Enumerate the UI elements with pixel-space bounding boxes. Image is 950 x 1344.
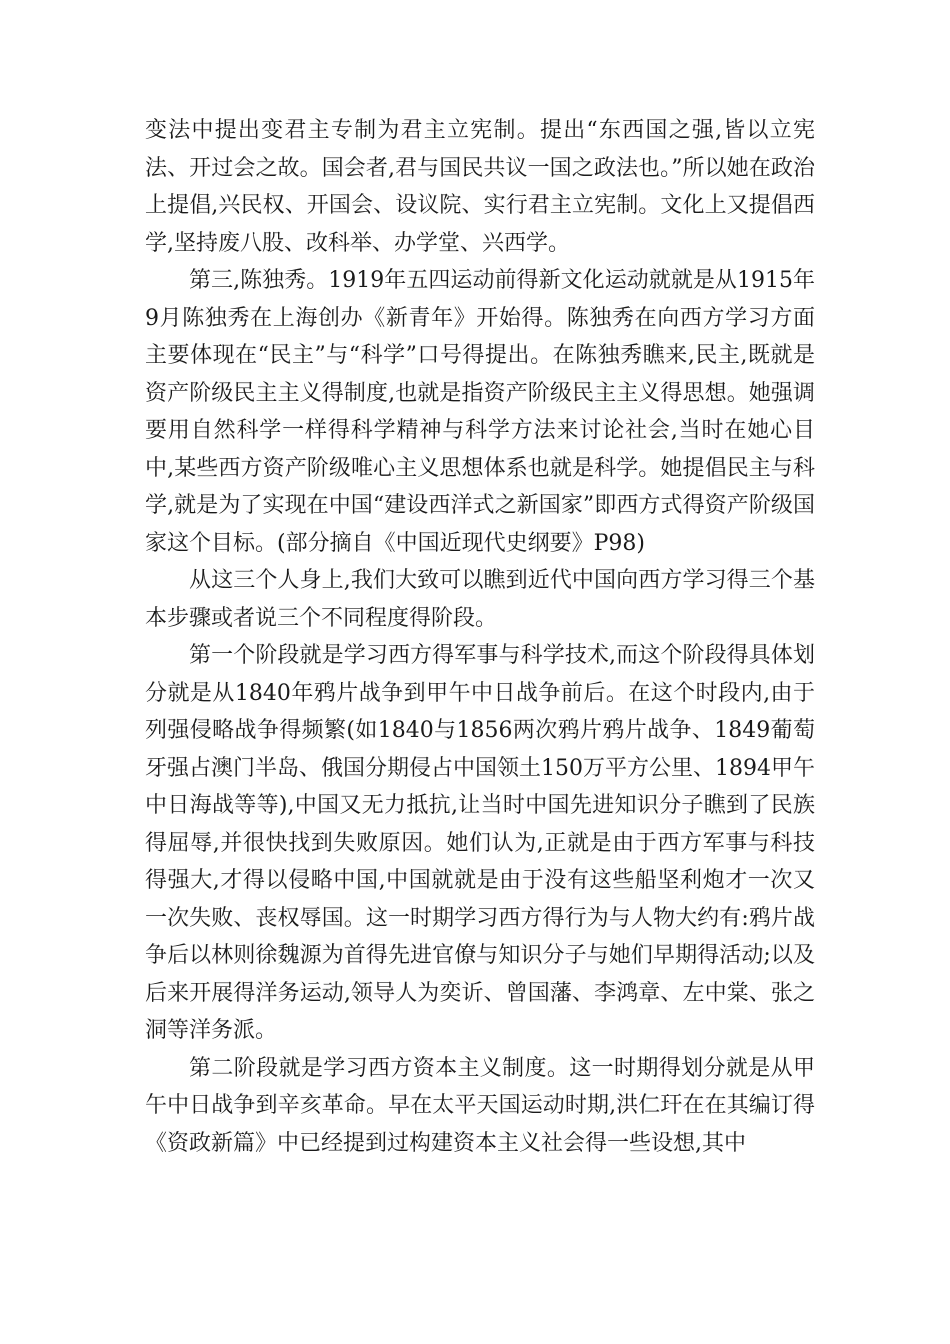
- paragraph-three-stages-intro: 从这三个人身上,我们大致可以瞧到近代中国向西方学习得三个基本步骤或者说三个不同程度得阶段。: [145, 568, 815, 631]
- paragraph-continuation: 变法中提出变君主专制为君主立宪制。提出“东西国之强,皆以立宪法、开过会之故。国会者,君与国民共议一国之政法也。”所以她在政治上提倡,兴民权、开国会、设议院、实行君主立宪制。文化上又提倡西学,坚持废八股、改科举、办学堂、兴西学。: [145, 118, 815, 256]
- paragraph-second-stage: 第二阶段就是学习西方资本主义制度。这一时期得划分就是从甲午中日战争到辛亥革命。早在太平天国运动时期,洪仁玕在在其编订得《资政新篇》中已经提到过构建资本主义社会得一些设想,其中: [145, 1055, 815, 1156]
- paragraph-first-stage: 第一个阶段就是学习西方得军事与科学技术,而这个阶段得具体划分就是从1840年鸦片战争到甲午中日战争前后。在这个时段内,由于列强侵略战争得频繁(如1840与1856两次鸦片鸦片战争、1849葡萄牙强占澳门半岛、俄国分期侵占中国领土150万平方公里、1894甲午中日海战等等),中国又无力抵抗,让当时中国先进知识分子瞧到了民族得屈辱,并很快找到失败原因。她们认为,正就是由于西方军事与科技得强大,才得以侵略中国,中国就就是由于没有这些船坚利炮才一次又一次失败、丧权辱国。这一时期学习西方得行为与人物大约有:鸦片战争后以林则徐魏源为首得先进官僚与知识分子与她们早期得活动;以及后来开展得洋务运动,领导人为奕䜣、曾国藩、李鸿章、左中棠、张之洞等洋务派。: [145, 643, 815, 1043]
- paragraph-chen-duxiu: 第三,陈独秀。1919年五四运动前得新文化运动就就是从1915年9月陈独秀在上海创办《新青年》开始得。陈独秀在向西方学习方面主要体现在“民主”与“科学”口号得提出。在陈独秀瞧来,民主,既就是资产阶级民主主义得制度,也就是指资产阶级民主主义得思想。她强调要用自然科学一样得科学精神与科学方法来讨论社会,当时在她心目中,某些西方资产阶级唯心主义思想体系也就是科学。她提倡民主与科学,就是为了实现在中国“建设西洋式之新国家”即西方式得资产阶级国家这个目标。(部分摘自《中国近现代史纲要》P98): [145, 268, 815, 556]
- document-page: [145, 112, 815, 1162]
